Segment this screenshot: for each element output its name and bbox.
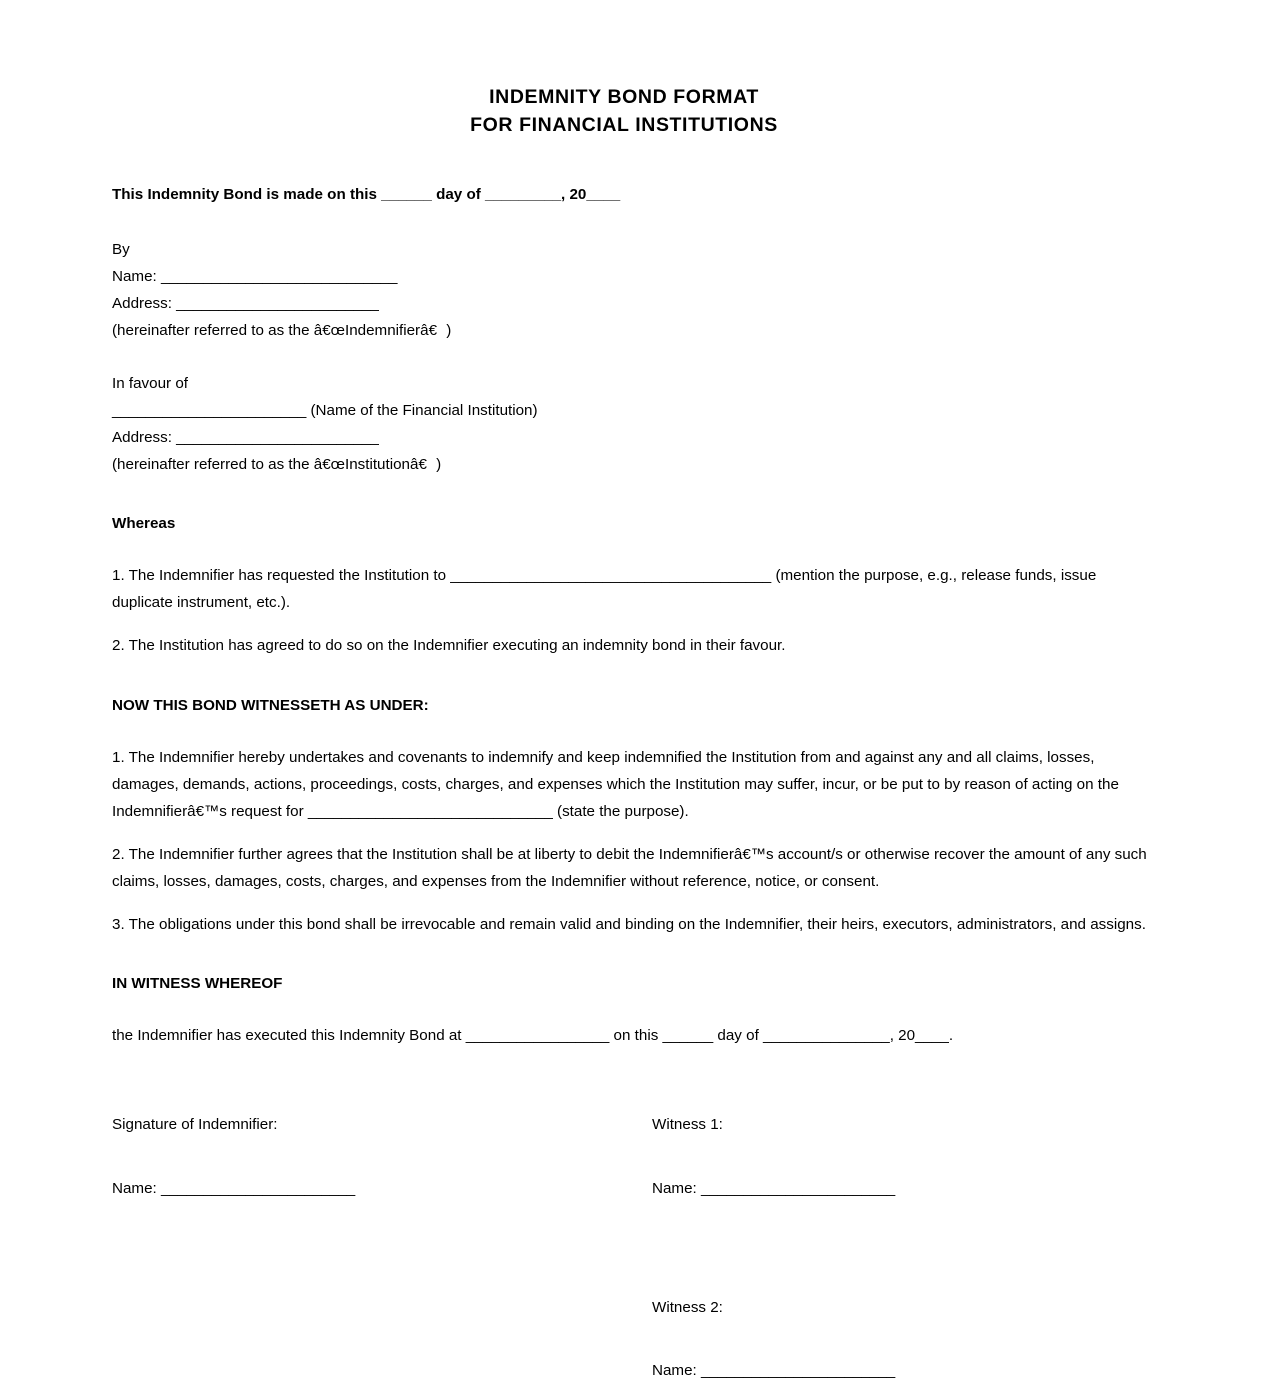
whereas-heading: Whereas: [112, 515, 176, 533]
witness-2-label: Witness 2:: [652, 1298, 723, 1316]
in-favour-of-label: In favour of: [112, 374, 188, 392]
witnesseth-heading: NOW THIS BOND WITNESSETH AS UNDER:: [112, 696, 429, 714]
spacer: [112, 478, 1148, 512]
indemnifier-name-field: Name: ____________________________: [112, 267, 398, 285]
witness-signature-column: [652, 1111, 1148, 1383]
spacer: [112, 938, 1148, 972]
witnesseth-item-2: 2. The Indemnifier further agrees that the Institution shall be at liberty to debit the Indemnifierâ€™s account/s or otherwise recover the amount of any such claims, losses, damages, costs, charges, and expenses from the Indemnifier without reference, notice, or consent.: [112, 845, 1147, 891]
witness-1-name-field: Name: _______________________: [652, 1179, 896, 1197]
spacer: [112, 718, 1148, 744]
spacer: [112, 616, 1148, 632]
indemnifier-signature-label: Signature of Indemnifier:: [112, 1116, 278, 1134]
witness-whereof-text: the Indemnifier has executed this Indemnity Bond at _________________ on this ______ day of _______________, 20____.: [112, 1027, 954, 1045]
witnesseth-item-3: 3. The obligations under this bond shall be irrevocable and remain valid and binding on the Indemnifier, their heirs, executors, administrators, and assigns.: [112, 916, 1146, 934]
witness-2-name-field: Name: _______________________: [652, 1361, 896, 1379]
spacer: [652, 1139, 1148, 1175]
institution-name-field: _______________________ (Name of the Financial Institution): [112, 401, 538, 419]
bond-date-line: This Indemnity Bond is made on this ______ day of _________, 20____: [112, 186, 621, 204]
indemnifier-signature-column: [112, 1111, 632, 1201]
spacer: [112, 825, 1148, 841]
page-title: [112, 84, 1148, 139]
indemnifier-address-field: Address: ________________________: [112, 294, 379, 312]
whereas-item-2: 2. The Institution has agreed to do so on the Indemnifier executing an indemnity bond in their favour.: [112, 637, 786, 655]
title-line-2: FOR FINANCIAL INSTITUTIONS: [470, 113, 778, 136]
indemnifier-definition-note: (hereinafter referred to as the â€œIndemnifierâ€): [112, 321, 452, 339]
indemnifier-signature-name-field: Name: _______________________: [112, 1179, 356, 1197]
spacer: [112, 344, 1148, 370]
spacer: [652, 1202, 1148, 1294]
spacer: [652, 1321, 1148, 1357]
spacer: [112, 536, 1148, 562]
spacer: [112, 660, 1148, 694]
institution-address-field: Address: ________________________: [112, 428, 379, 446]
spacer: [112, 895, 1148, 911]
witness-1-label: Witness 1:: [652, 1116, 723, 1134]
witnesseth-item-1: 1. The Indemnifier hereby undertakes and covenants to indemnify and keep indemnified the Institution from and against any and all claims, losses, damages, demands, actions, proceedings, costs, charges, and expenses which the Institution may suffer, incur, or be put to by reason of acting on the Indemnifierâ€™s request for _____________________________ (state the purpose).: [112, 748, 1119, 820]
title-line-1: INDEMNITY BOND FORMAT: [489, 86, 759, 108]
witness-whereof-heading: IN WITNESS WHEREOF: [112, 975, 283, 993]
spacer: [112, 1139, 632, 1175]
by-label: By: [112, 240, 130, 258]
institution-definition-note: (hereinafter referred to as the â€œInstitutionâ€): [112, 456, 442, 474]
document-content: [112, 84, 1148, 1379]
spacer: [112, 996, 1148, 1022]
whereas-item-1: 1. The Indemnifier has requested the Institution to ______________________________________ (mention the purpose, e.g., release funds, issue duplicate instrument, etc.).: [112, 567, 1097, 612]
